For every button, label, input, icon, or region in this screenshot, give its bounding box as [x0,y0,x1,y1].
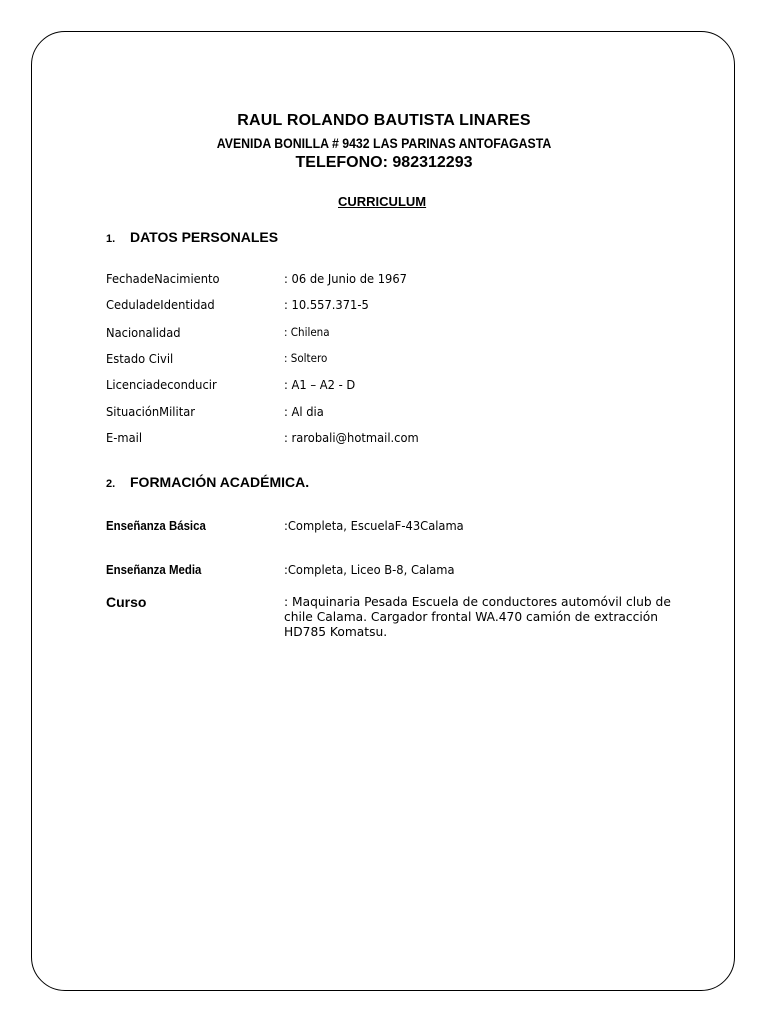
label-email: E-mail [106,430,143,445]
label-id-number: CeduladeIdentidad [106,297,215,312]
value-secondary-education: :Completa, Liceo B-8, Calama [284,562,455,577]
label-marital-status: Estado Civil [106,351,174,366]
value-id-number: : 10.557.371-5 [284,297,369,312]
value-course: : Maquinaria Pesada Escuela de conductores automóvil club de chile Calama. Cargador frontal WA.470 camión de extracción HD785 Komatsu. [284,594,671,639]
value-military-status: : Al dia [284,404,324,419]
label-basic-education: Enseñanza Básica [106,518,206,533]
label-course: Curso [106,594,147,610]
value-driver-license: : A1 – A2 - D [284,377,356,392]
candidate-phone: TELEFONO: 982312293 [295,154,473,171]
label-birth-date: FechadeNacimiento [106,271,220,286]
label-military-status: SituaciónMilitar [106,404,195,419]
value-nationality: : Chilena [284,325,330,339]
label-nationality: Nacionalidad [106,325,181,340]
value-email: : rarobali@hotmail.com [284,430,419,445]
section-number-personal: 1. [106,233,116,245]
section-title-personal: DATOS PERSONALES [130,229,279,245]
label-secondary-education: Enseñanza Media [106,562,202,577]
candidate-address: AVENIDA BONILLA # 9432 LAS PARINAS ANTOFAGASTA [216,135,552,151]
section-number-education: 2. [106,478,116,490]
page-border [31,31,735,991]
value-birth-date: : 06 de Junio de 1967 [284,271,408,286]
value-marital-status: : Soltero [284,351,328,365]
section-title-education: FORMACIÓN ACADÉMICA. [130,474,310,490]
document-title: CURRICULUM [338,194,427,209]
candidate-name: RAUL ROLANDO BAUTISTA LINARES [237,112,531,129]
label-driver-license: Licenciadeconducir [106,377,217,392]
value-basic-education: :Completa, EscuelaF-43Calama [284,518,464,533]
